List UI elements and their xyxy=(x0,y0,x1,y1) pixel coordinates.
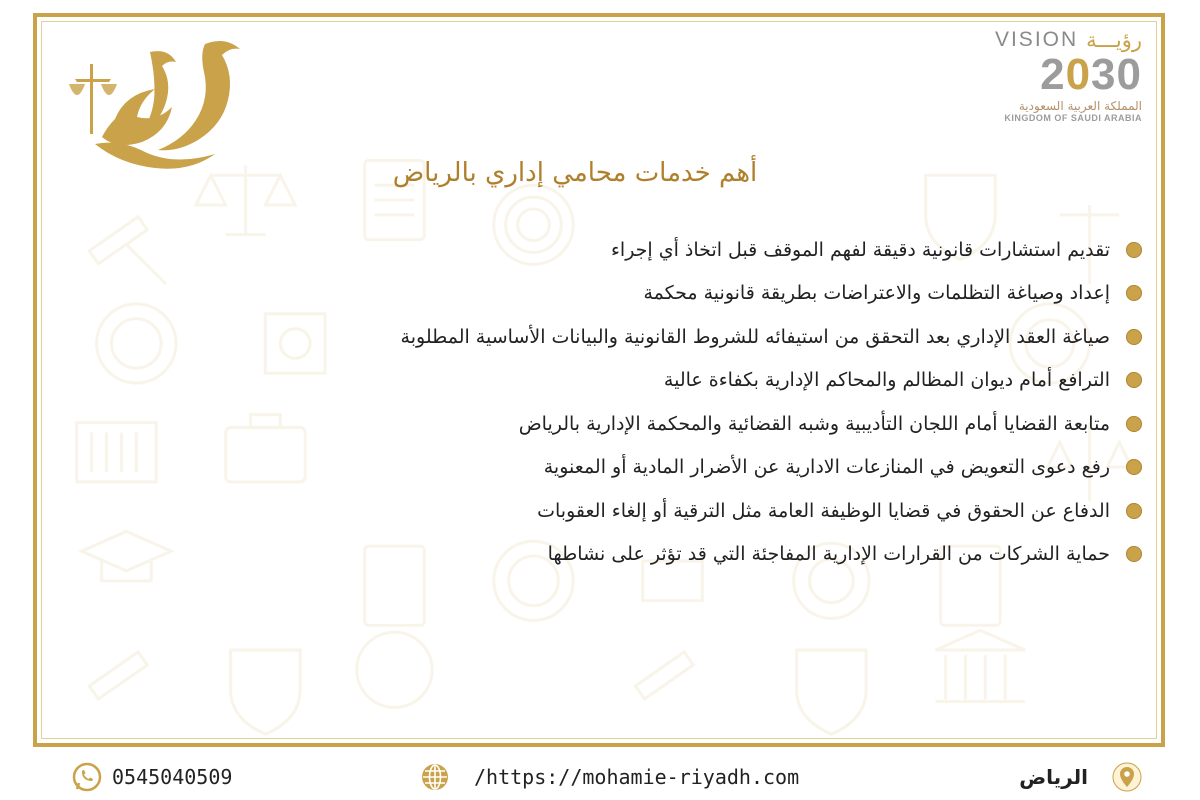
vision-year-suffix: 30 xyxy=(1091,50,1142,99)
bullet-icon xyxy=(1126,416,1142,432)
list-item xyxy=(242,446,1142,490)
list-item xyxy=(242,489,1142,533)
bullet-icon xyxy=(1126,329,1142,345)
vision-year xyxy=(962,50,1142,99)
vision-label-ar: رؤيـــة xyxy=(1086,29,1142,52)
list-item xyxy=(242,533,1142,577)
footer-location xyxy=(1019,762,1142,792)
bullet-icon xyxy=(1126,285,1142,301)
globe-icon xyxy=(420,762,450,792)
calligraphy-scale-logo-icon xyxy=(55,24,255,174)
page-title-text: أهم خدمات محامي إداري بالرياض xyxy=(392,158,758,188)
list-item xyxy=(242,272,1142,316)
service-text: متابعة القضايا أمام اللجان التأديبية وشبه القضائية والمحكمة الإدارية بالرياض xyxy=(518,412,1110,435)
vision-label-en: VISION xyxy=(994,28,1079,51)
bullet-icon xyxy=(1126,546,1142,562)
location-text: الرياض xyxy=(1019,765,1088,789)
bullet-icon xyxy=(1126,372,1142,388)
service-text: صياغة العقد الإداري بعد التحقق من استيفائه للشروط القانونية والبيانات الأساسية المطلوبة xyxy=(400,325,1110,348)
service-text: حماية الشركات من القرارات الإدارية المفاجئة التي قد تؤثر على نشاطها xyxy=(547,543,1110,566)
list-item xyxy=(242,402,1142,446)
map-pin-icon xyxy=(1112,762,1142,792)
service-text: الترافع أمام ديوان المظالم والمحاكم الإدارية بكفاءة عالية xyxy=(663,369,1110,392)
vision-year-emblem: 0 xyxy=(1065,50,1092,99)
vision-2030-logo xyxy=(962,28,1142,138)
phone-number: 0545040509 xyxy=(112,765,233,789)
kingdom-label-en: KINGDOM OF SAUDI ARABIA xyxy=(1004,113,1142,123)
service-text: الدفاع عن الحقوق في قضايا الوظيفة العامة مثل الترقية أو إلغاء العقوبات xyxy=(537,499,1110,522)
bullet-icon xyxy=(1126,503,1142,519)
page-title xyxy=(0,158,1200,188)
whatsapp-icon xyxy=(72,762,102,792)
list-item xyxy=(242,359,1142,403)
service-text: رفع دعوى التعويض في المنازعات الادارية عن الأضرار المادية أو المعنوية xyxy=(543,456,1110,479)
vision-year-prefix: 2 xyxy=(1040,50,1066,99)
list-item xyxy=(242,228,1142,272)
service-text: إعداد وصياغة التظلمات والاعتراضات بطريقة قانونية محكمة xyxy=(643,282,1110,305)
service-text: تقديم استشارات قانونية دقيقة لفهم الموقف قبل اتخاذ أي إجراء xyxy=(610,238,1110,261)
footer-phone[interactable] xyxy=(72,762,232,792)
website-link[interactable]: /https://mohamie-riyadh.com xyxy=(474,765,800,789)
bullet-icon xyxy=(1126,459,1142,475)
footer-website[interactable] xyxy=(420,762,799,792)
services-list xyxy=(242,228,1142,576)
bullet-icon xyxy=(1126,242,1142,258)
kingdom-label-ar: المملكة العربية السعودية xyxy=(1018,99,1142,113)
list-item xyxy=(242,315,1142,359)
footer xyxy=(0,748,1200,800)
